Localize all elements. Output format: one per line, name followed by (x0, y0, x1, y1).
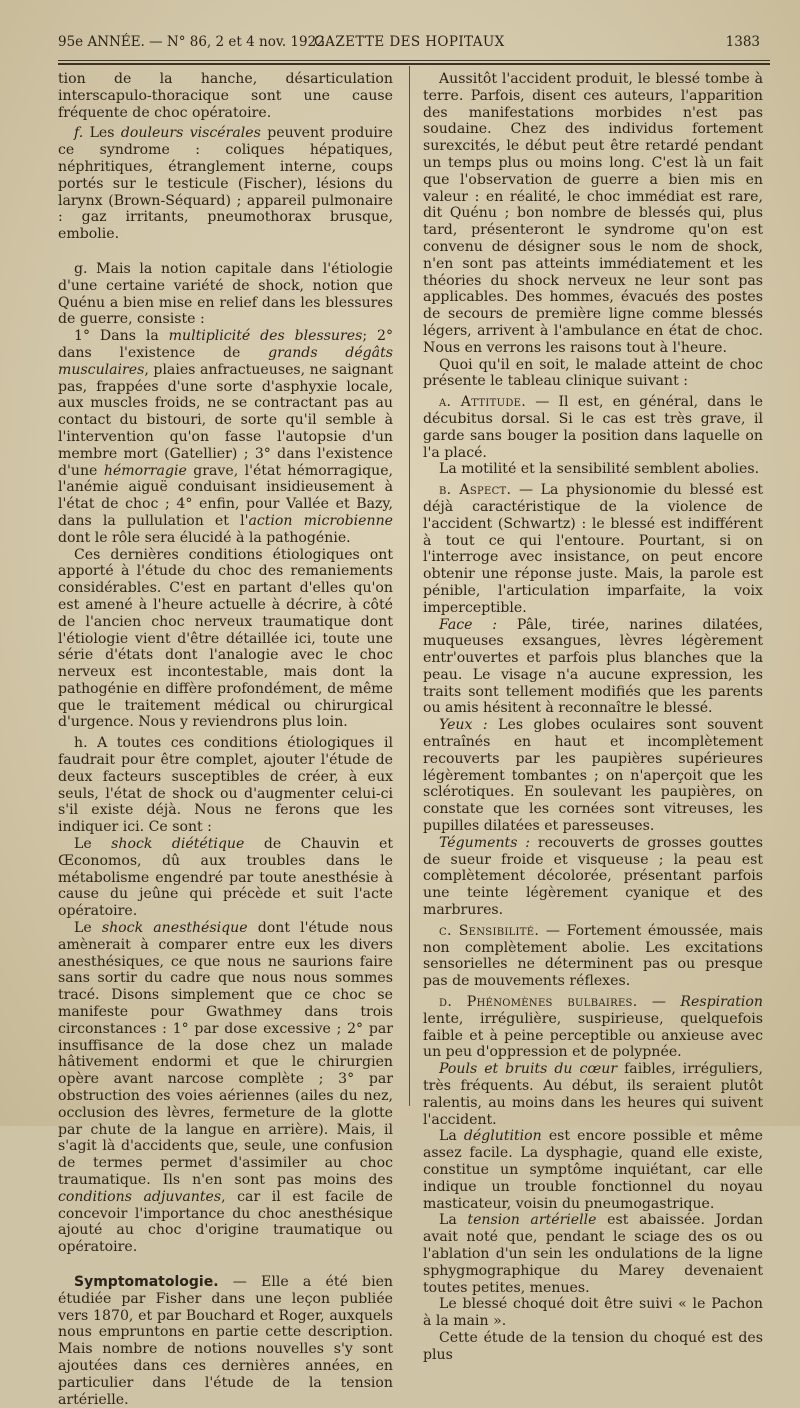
text: Pâle, tirée, narines dilatées, muqueuses exsangues, lèvres légèrement entr'ouvertes et parfois plus blanches que la peau. Le visage n'a aucune expression, les traits sont tellement modifiés que les parents ou amis hésitent à reconnaître le blessé. (423, 616, 763, 717)
text: La (439, 1212, 457, 1229)
text: Les globes oculaires sont souvent entraînés en haut et incomplètement recouverts par les paupières supérieures légèrement tombantes ; on n'aperçoit que les sclérotiques. En soulevant les paupières, on constate que les cornées sont vitreuses, les pupilles dilatées et paresseuses. (423, 717, 763, 835)
paragraph: Le blessé choqué doit être suivi « le Pachon à la main ». (423, 1296, 763, 1330)
emphasis: déglutition (463, 1128, 542, 1145)
text: faibles, irréguliers, très fréquents. Au début, ils seraient plutôt ralentis, au moins dans les heures qui suivent l'accident. (423, 1061, 764, 1128)
paragraph-anes (58, 920, 393, 1256)
paragraph: tion de la hanche, désarticulation interscapulo-thoracique sont une cause fréquente de choc opératoire. (58, 71, 393, 121)
sub-label: Téguments : (439, 834, 531, 851)
page-number: 1383 (725, 34, 760, 50)
paragraph: Ces dernières conditions étiologiques ont apporté à l'étude du choc des remaniements considérables. C'est en partant d'elles qu'on est amené à l'heure actuelle à décrire, à côté de l'ancien choc nerveux traumatique dont l'étiologie vient d'être détaillée ici, toute une série d'états dont l'analogie avec le choc nerveux est incontestable, mais dont la pathogénie en diffère profondément, de même que le traitement médical ou chirurgical d'urgence. Nous y reviendrons plus loin. (58, 546, 393, 731)
text: La (439, 1128, 457, 1145)
paragraph-diet (58, 836, 393, 920)
paragraph: La motilité et la sensibilité semblent abolies. (439, 461, 760, 478)
text: peuvent produire ce syndrome : coliques hépatiques, néphritiques, étranglement interne, coups portés sur le testicule (Fischer), lésions du larynx (Brown-Séquard) ; appareil pulmonaire : gaz irritants, pneumothorax brusque, embolie. (58, 125, 393, 243)
paragraph-f (58, 125, 393, 243)
section-heading: Symptomatologie. (74, 1273, 219, 1290)
emphasis: Pouls et bruits du cœur (439, 1061, 618, 1078)
text: recouverts de grosses gouttes de sueur froide et visqueuse ; la peau est complètement décolorée, présentant parfois une teinte légèrement cyanique et des marbrures. (423, 834, 763, 919)
text: , car il est facile de concevoir l'importance du choc anesthésique ajouté au choc d'origine traumatique ou opératoire. (58, 1188, 393, 1256)
text: grave, l'état hémorragique, l'anémie aiguë conduisant insidieusement à l'état de choc ; 4° enfin, pour Vallée et Bazy, dans la pullulation et l' (58, 462, 394, 529)
item-label: a. Attitude. (439, 394, 527, 411)
emphasis: douleurs viscérales (120, 125, 261, 142)
paragraph-sensibilite (423, 923, 763, 990)
emphasis: hémorragie (103, 462, 187, 479)
left-column (58, 71, 393, 1408)
text: 1° Dans la (74, 328, 159, 345)
item-label: c. Sensibilité. (439, 922, 540, 939)
text: de Chauvin et Œconomos, dû aux troubles dans le métabolisme engendré par toute anesthésie à cause du jeûne qui précède et suit l'acte opératoire. (58, 836, 394, 920)
paragraph-pouls (423, 1061, 763, 1128)
text: Les (89, 125, 115, 142)
column-divider (409, 66, 410, 1106)
header-rule (58, 60, 770, 61)
text: Le (74, 836, 92, 853)
text: , plaies anfractueuses, ne saignant pas, frappées d'une sorte d'asphyxie locale, aux muscles froids, ne se contractant pas au contact du bistouri, de sorte qu'il semble à l'intervention qu'on fasse l'autopsie d'un membre mort (Gatellier) ; 3° dans l'existence d'une (58, 361, 393, 479)
text: — Fortement émoussée, mais non complètement abolie. Les excitations sensorielles ne déterminent pas ou presque pas de mouvements réflexes. (423, 922, 763, 990)
paragraph-g: g. Mais la notion capitale dans l'étiologie d'une certaine variété de shock, notion que Quénu a bien mise en relief dans les blessures de guerre, consiste : (58, 260, 393, 328)
text: dont l'étude nous amènerait à comparer entre eux les divers anesthésiques, ce que nous ne saurions faire sans sortir du cadre que nous nous sommes tracé. Disons simplement que ce choc se manifeste pour Gwathmey dans trois circonstances : 1° par dose excessive ; 2° par insuffisance de la dose chez un malade hâtivement endormi et que le chirurgien opère avant narcose complète ; 3° par obstruction des voies aériennes (ailes du nez, occlusion des lèvres, fermeture de la glotte par chute de la langue en arrière). Mais, il s'agit là d'accidents que, seule, une confusion de termes permet d'assimiler au choc traumatique. Ils n'en sont pas moins des (58, 920, 394, 1188)
paragraph-attitude (423, 394, 763, 461)
paragraph-list (58, 328, 393, 546)
emphasis: multiplicité des blessures (168, 328, 363, 345)
text: est abaissée. Jordan avait noté que, pendant le sciage des os ou l'ablation d'un sein les ondulations de la ligne sphygmographique du Marey devenaient toutes petites, menues. (423, 1212, 763, 1296)
text: — Il est, en général, dans le décubitus dorsal. Si le cas est très grave, il garde sans bouger la position dans laquelle on l'a placé. (423, 394, 763, 461)
emphasis: Respiration (680, 994, 763, 1011)
paragraph: Quoi qu'il en soit, le malade atteint de choc présente le tableau clinique suivant : (423, 356, 763, 390)
paragraph-yeux (423, 717, 763, 835)
sub-label: Yeux : (439, 717, 488, 734)
paragraph-tension (423, 1212, 763, 1296)
item-label: d. Phénomènes bulbaires. (439, 994, 638, 1011)
emphasis: grands dégâts musculaires (58, 344, 393, 378)
header-rule-thick (58, 63, 770, 65)
emphasis: tension artérielle (467, 1212, 597, 1229)
text: — Elle a été bien étudiée par Fisher dans une leçon publiée vers 1870, et par Bouchard et Roger, auxquels nous empruntons en partie cette description. Mais nombre de notions nouvelles s'y sont ajoutées dans ces dernières années, en particulier dans l'étude de la tension artérielle. (58, 1273, 394, 1408)
paragraph-deglutition (423, 1128, 763, 1212)
text: — La physionomie du blessé est déjà caractéristique de la violence de l'accident (Schwartz) : le blessé est indifférent à tout ce qui l'entoure. Pourtant, si on l'interroge avec insistance, on peut encore obtenir une réponse juste. Mais, la parole est pénible, l'articulation imparfaite, la voix imperceptible. (423, 482, 763, 616)
text: lente, irrégulière, suspirieuse, quelquefois faible et à peine perceptible ou anxieuse avec un peu d'oppression et de polypnée. (423, 1010, 763, 1061)
paragraph: Cette étude de la tension du choqué est des plus (423, 1329, 763, 1363)
emphasis: shock anesthésique (101, 920, 248, 937)
text: Le (74, 920, 92, 937)
right-column (423, 71, 763, 1364)
section-symptomatologie (58, 1274, 393, 1408)
paragraph-bulbaires: d. Phénomènes bulbaires. — Respiration lente, irrégulière, suspirieuse, quelquefois faible et à peine perceptible ou anxieuse avec un peu d'oppression et de polypnée. (423, 994, 763, 1061)
paragraph-face (423, 617, 763, 718)
emphasis: shock diététique (111, 836, 245, 853)
text: ; 2° dans l'existence de (58, 328, 393, 361)
emphasis: conditions adjuvantes (58, 1188, 222, 1205)
paragraph-h: h. A toutes ces conditions étiologiques il faudrait pour être complet, ajouter l'étude de deux facteurs susceptibles de créer, à eux seuls, l'état de shock ou d'augmenter celui-ci s'il existe déjà. Nous ne ferons que les indiquer ici. Ce sont : (58, 735, 393, 836)
sub-label: Face : (439, 616, 498, 633)
item-label: b. Aspect. (439, 482, 512, 499)
issue-info: 95e ANNÉE. — N° 86, 2 et 4 nov. 1922. (58, 34, 330, 50)
paragraph-aspect (423, 482, 763, 616)
journal-title: GAZETTE DES HOPITAUX (314, 34, 505, 50)
running-header (58, 34, 760, 56)
item-label: f. (74, 125, 84, 142)
emphasis: action microbienne (248, 512, 393, 529)
text: est encore possible et même assez facile. La dysphagie, quand elle existe, constitue un symptôme inquiétant, car elle indique un trouble fonctionnel du noyau masticateur, voisin du pneumogastrique. (423, 1128, 764, 1212)
paragraph: Aussitôt l'accident produit, le blessé tombe à terre. Parfois, disent ces auteurs, l'apparition des manifestations morbides n'est pas soudaine. Chez des individus fortement surexcités, le début peut être retardé pendant un temps plus ou moins long. C'est là un fait que l'observation de guerre a bien mis en valeur : en réalité, le choc immédiat est rare, dit Quénu ; bon nombre de blessés qui, plus tard, présenteront le syndrome qu'on est convenu de désigner sous le nom de shock, n'en sont pas atteints immédiatement et les théories du shock nerveux ne leur sont pas applicables. Des hommes, évacués des postes de secours de première ligne comme blessés légers, arrivent à l'ambulance en état de choc. Nous en verrons les raisons tout à l'heure. (423, 71, 763, 356)
paragraph-teguments (423, 835, 763, 919)
text: dont le rôle sera élucidé à la pathogénie. (58, 529, 351, 546)
